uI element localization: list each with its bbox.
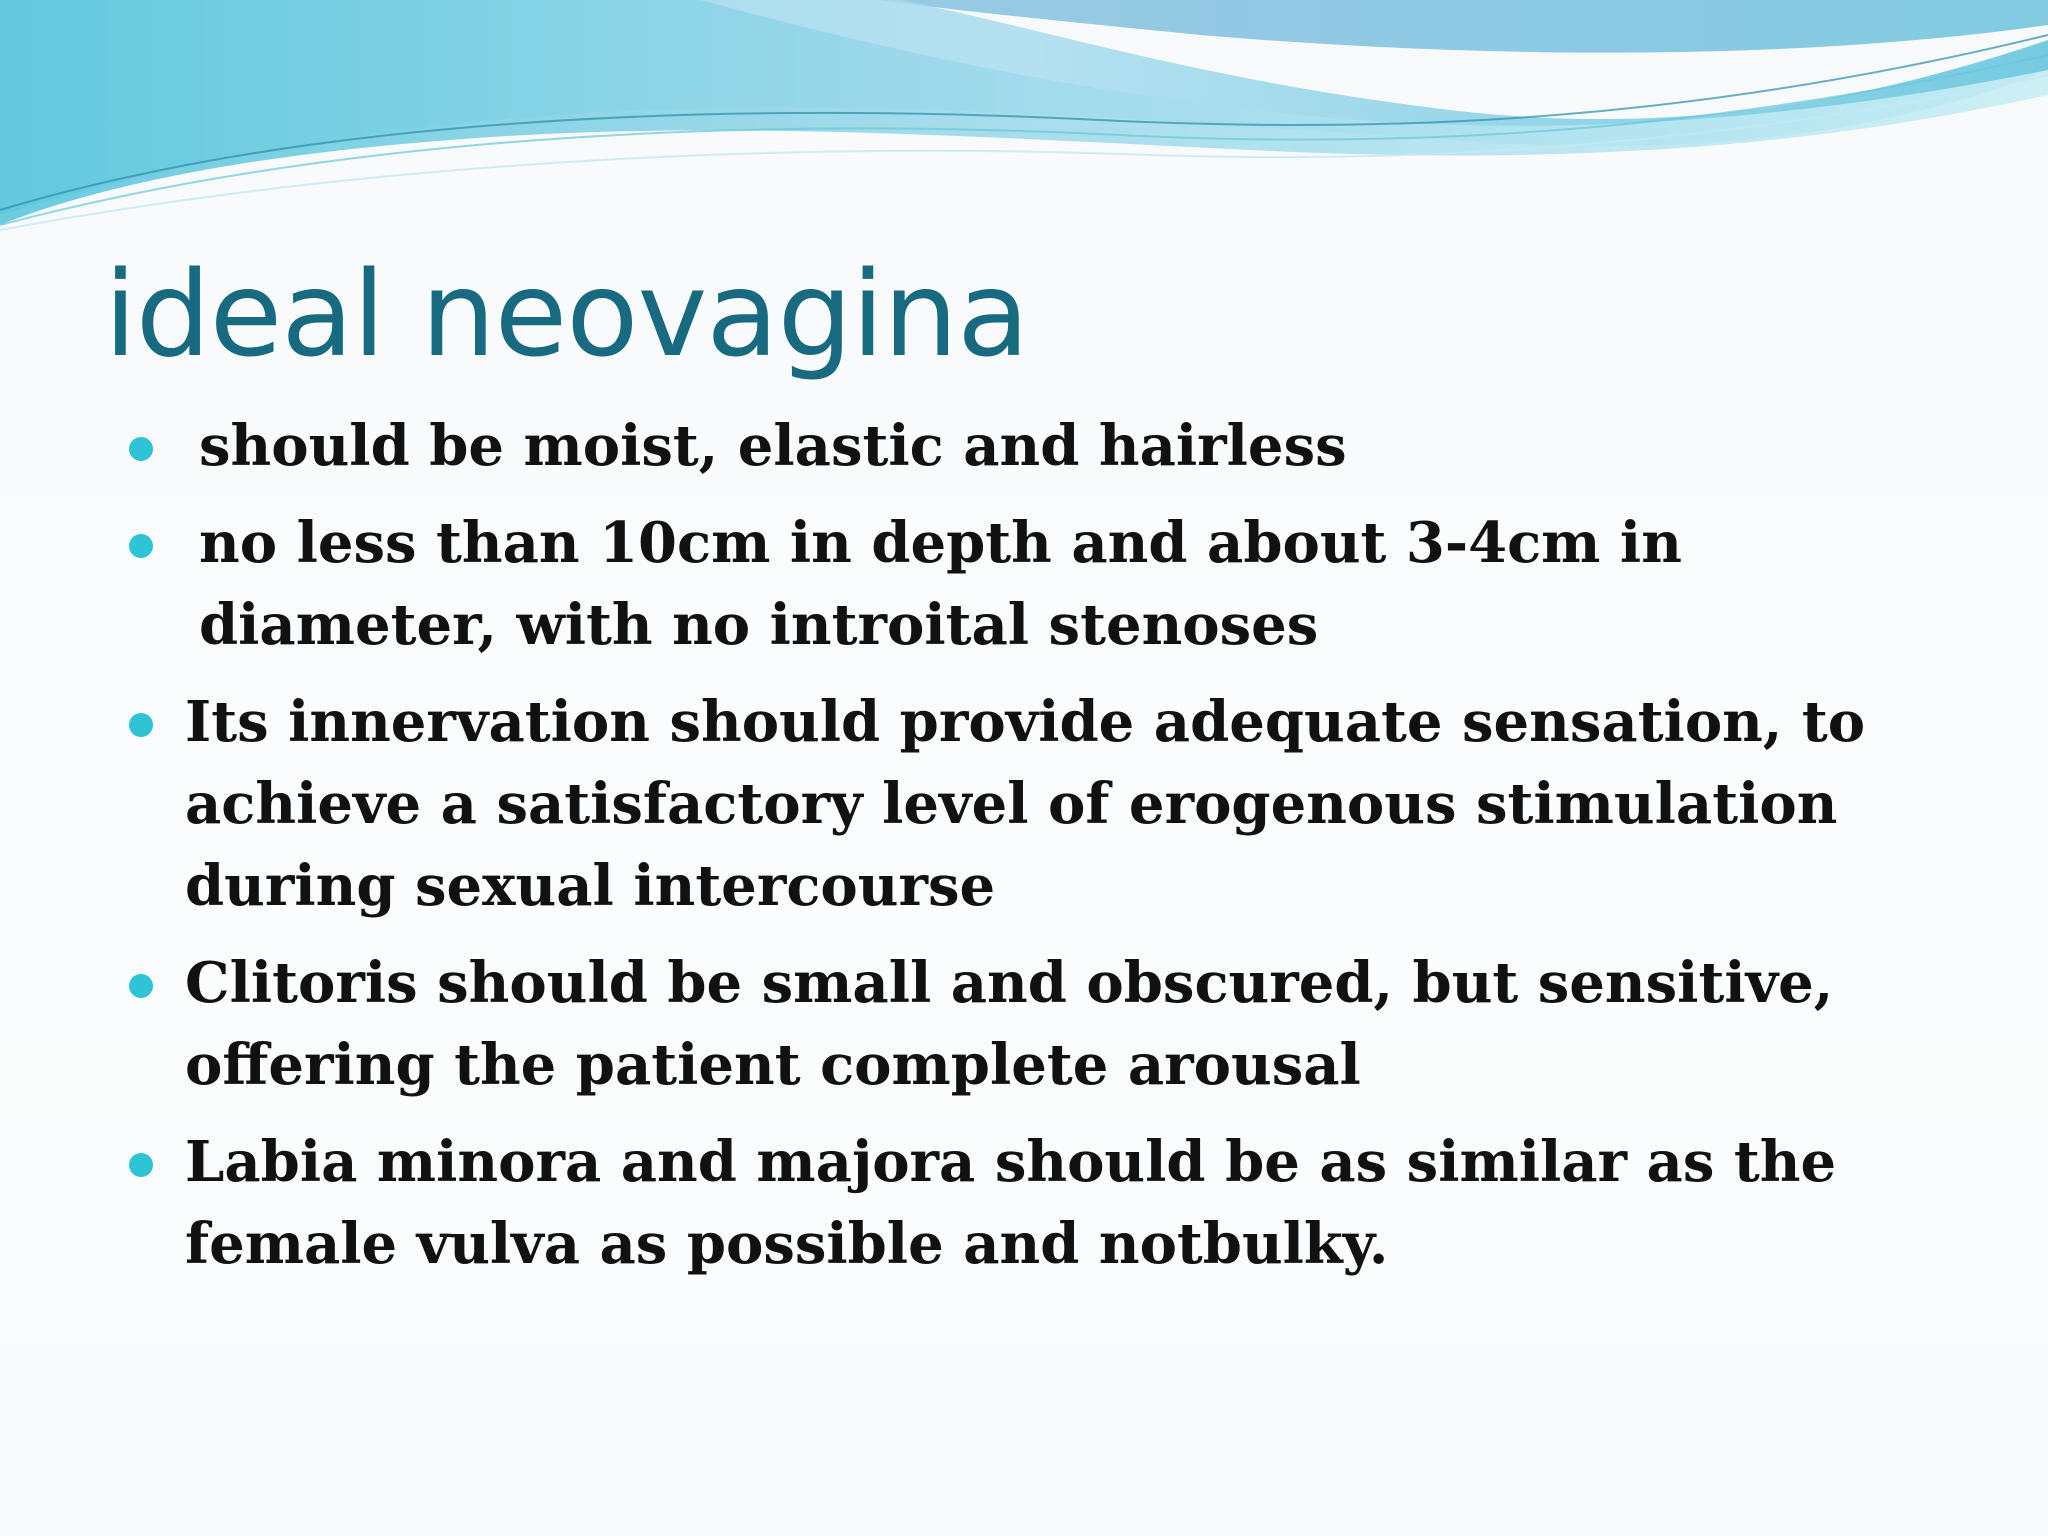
filled-circle-bullet-icon xyxy=(129,1153,153,1177)
bullet-item xyxy=(0,405,2048,487)
bullet-item xyxy=(0,942,2048,1106)
bullet-text: should be moist, elastic and hairless xyxy=(199,413,1347,479)
bullet-text: Its innervation should provide adequate sensation, to achieve a satisfactory level of erogenous stimulation during sexual intercourse xyxy=(185,689,1866,919)
bullet-item xyxy=(0,681,2048,927)
bullet-list xyxy=(0,405,2048,1300)
bullet-text: no less than 10cm in depth and about 3-4cm in diameter, with no introital stenoses xyxy=(199,510,1682,658)
bullet-text: Clitoris should be small and obscured, but sensitive, offering the patient complete arousal xyxy=(185,950,1834,1098)
bullet-item xyxy=(0,1121,2048,1285)
filled-circle-bullet-icon xyxy=(129,437,153,461)
decorative-wave-header xyxy=(0,0,2048,240)
filled-circle-bullet-icon xyxy=(129,974,153,998)
bullet-text: Labia minora and majora should be as similar as the female vulva as possible and notbulky. xyxy=(185,1129,1837,1277)
filled-circle-bullet-icon xyxy=(129,534,153,558)
filled-circle-bullet-icon xyxy=(129,713,153,737)
slide-title: ideal neovagina xyxy=(104,245,1029,383)
bullet-item xyxy=(0,502,2048,666)
